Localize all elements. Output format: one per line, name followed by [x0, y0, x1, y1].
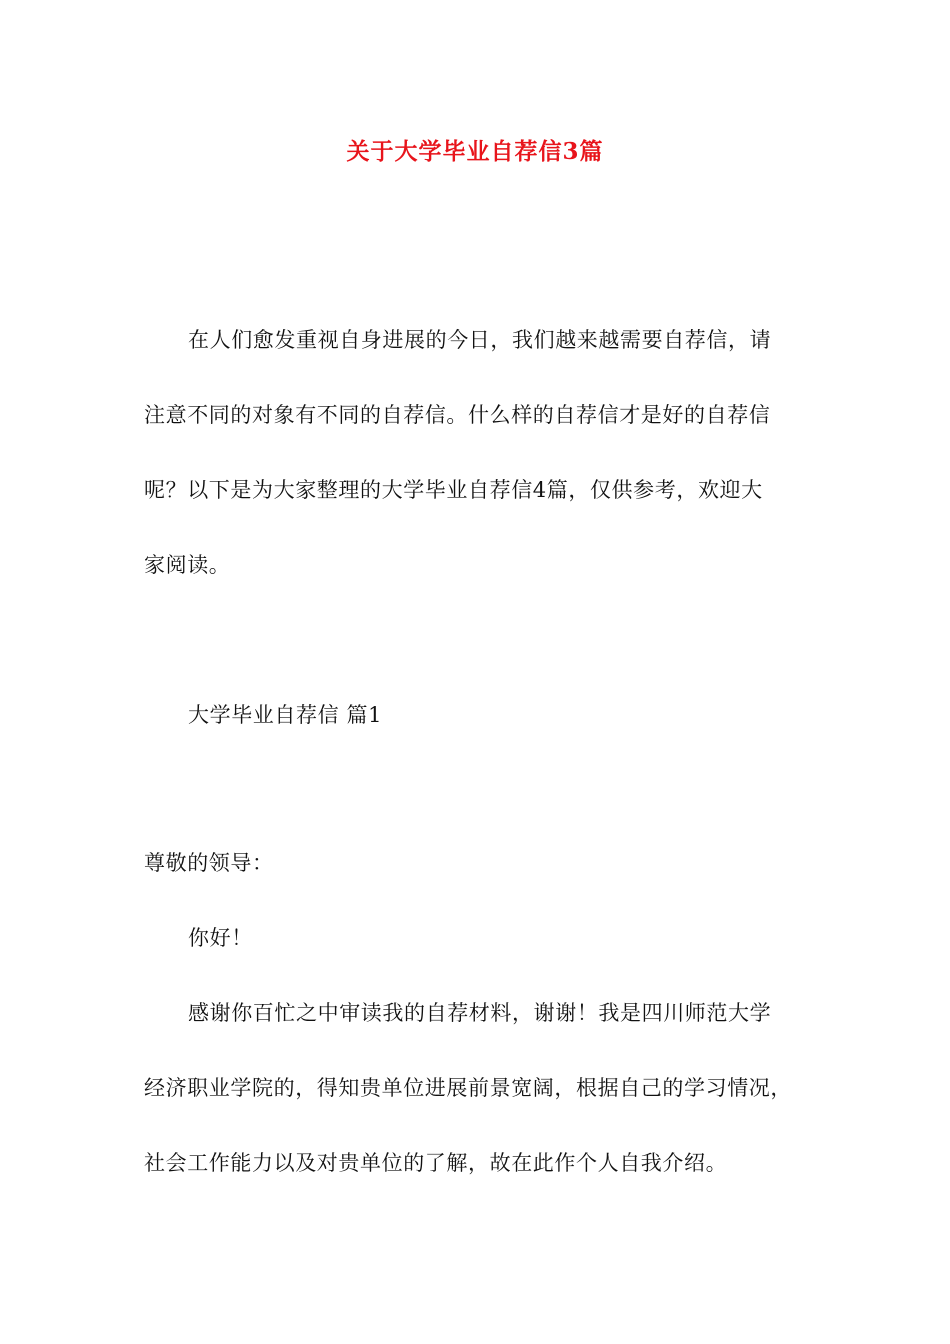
document-title: 关于大学毕业自荐信3篇	[346, 138, 604, 165]
intro-line: 注意不同的对象有不同的自荐信。什么样的自荐信才是好的自荐信	[144, 403, 771, 427]
greeting: 你好！	[188, 926, 253, 950]
body-line: 社会工作能力以及对贵单位的了解，故在此作个人自我介绍。	[144, 1151, 728, 1175]
intro-line: 在人们愈发重视自身进展的今日，我们越来越需要自荐信，请	[188, 328, 772, 352]
body-line: 经济职业学院的，得知贵单位进展前景宽阔，根据自己的学习情况，	[144, 1076, 792, 1100]
section-heading: 大学毕业自荐信 篇1	[188, 703, 383, 727]
intro-line: 家阅读。	[144, 553, 231, 577]
body-line: 感谢你百忙之中审读我的自荐材料，谢谢！我是四川师范大学	[188, 1001, 772, 1025]
salutation: 尊敬的领导：	[144, 851, 274, 875]
intro-line: 呢？以下是为大家整理的大学毕业自荐信4篇，仅供参考，欢迎大	[144, 478, 763, 502]
